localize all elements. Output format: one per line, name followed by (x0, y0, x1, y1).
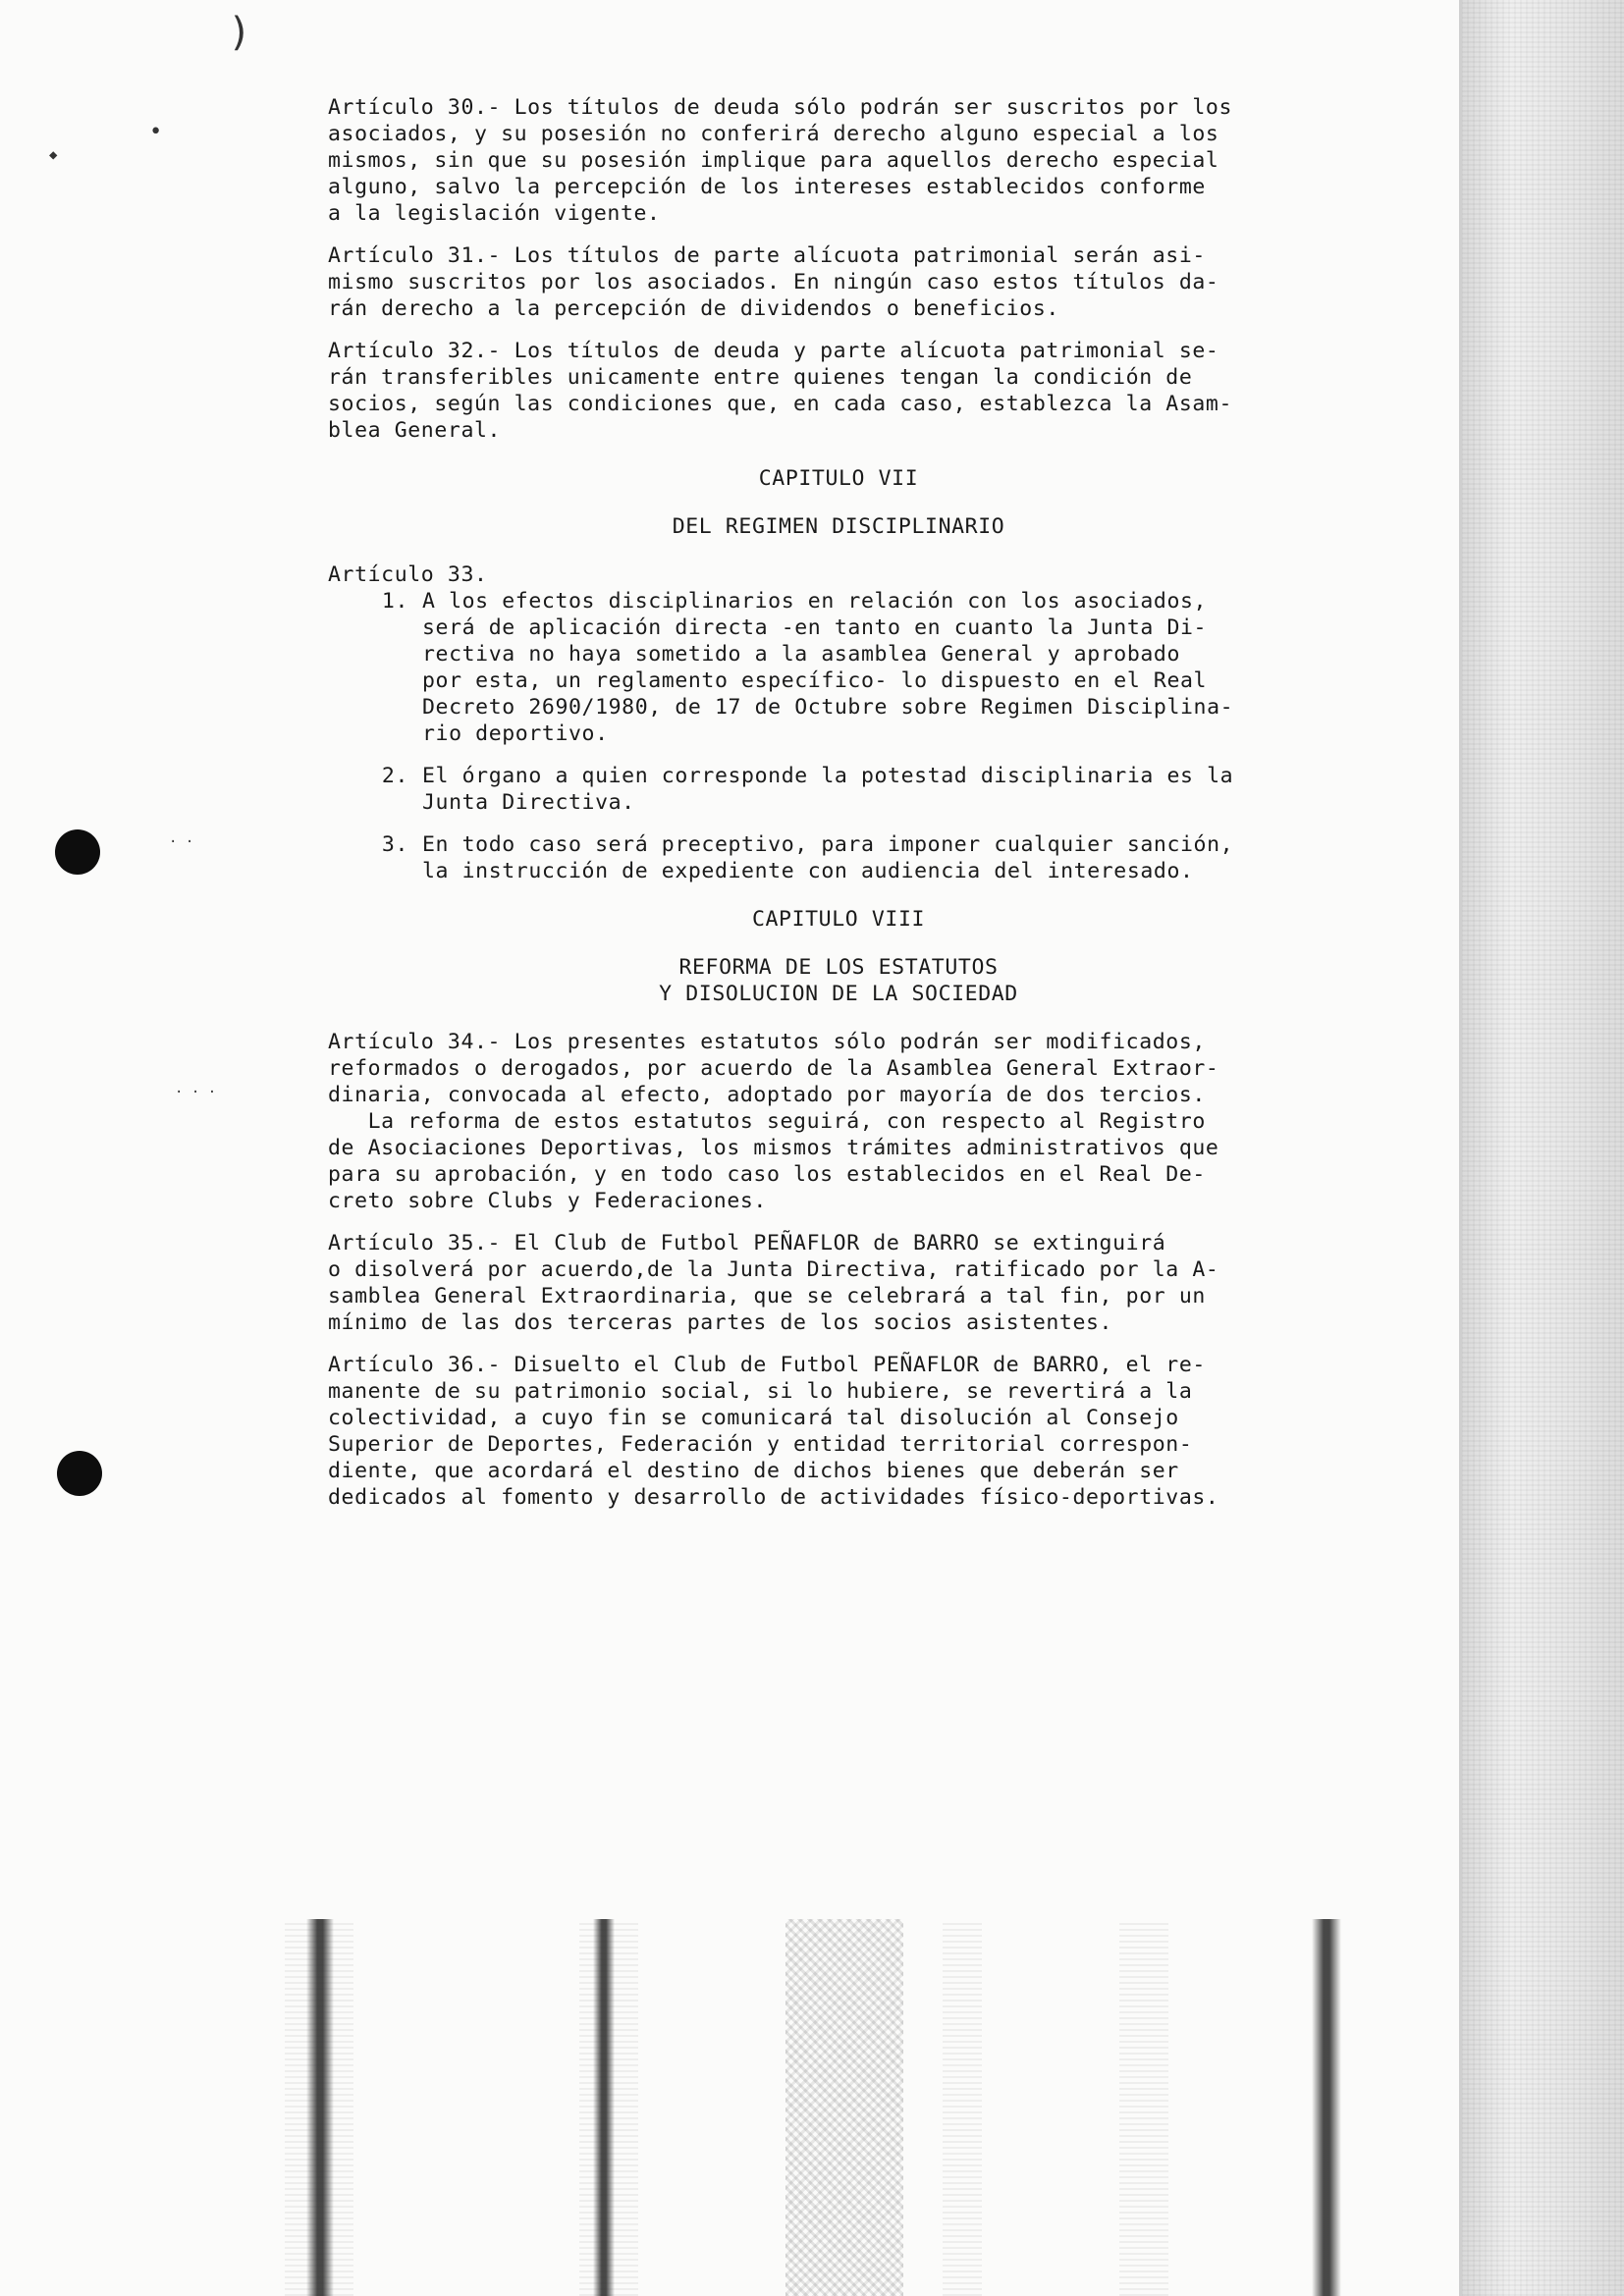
hole-punch-upper (55, 829, 100, 875)
margin-tick-mark: • (149, 120, 163, 144)
scan-dither-band (785, 1919, 903, 2296)
chapter-8-subtitle: REFORMA DE LOS ESTATUTOS Y DISOLUCION DE LA SOCIEDAD (659, 955, 1018, 1006)
list-item-text: El órgano a quien corresponde la potestad disciplinaria es la Junta Directiva. (422, 764, 1234, 815)
article-34: Artículo 34.- Los presentes estatutos sólo podrán ser modificados, reformados o derogados, por acuerdo de la Asamblea General Extraor- dinaria, convocada al efecto, adoptado por mayoría de dos tercios. La reforma de estos estatutos seguirá, con respecto al Registro de Asociaciones Deportivas, los mismos trámites administrativos que para su aprobación, y en todo caso los establecidos en el Real De- creto sobre Clubs y Federaciones. (328, 1030, 1219, 1213)
chapter-7-subtitle: DEL REGIMEN DISCIPLINARIO (672, 514, 1005, 539)
margin-dots-mark: · · · (175, 1085, 217, 1100)
article-33-item (328, 831, 1408, 884)
article-36: Artículo 36.- Disuelto el Club de Futbol PEÑAFLOR de BARRO, el re- manente de su patrimonio social, si lo hubiere, se revertirá a la colectividad, a cuyo fin se comunicará tal disolución al Consejo Superior de Deportes, Federación y entidad territorial correspon- diente, que acordará el destino de dichos bienes que deberán ser dedicados al fomento y desarrollo de actividades físico-deportivas. (328, 1353, 1219, 1510)
margin-tick-mark: ◆ (49, 147, 58, 163)
corner-mark: ) (228, 10, 252, 55)
document-body (328, 94, 1408, 1511)
article-33-item (328, 588, 1408, 747)
list-item-text: A los efectos disciplinarios en relación con los asociados, será de aplicación directa -en tanto en cuanto la Junta Di- rectiva no haya sometido a la asamblea General y aprobado por esta, un reglamento específico- lo dispuesto en el Real Decreto 2690/1980, de 17 de Octubre sobre Regimen Disciplina- rio deportivo. (422, 589, 1234, 746)
photocopy-bottom-artifacts (0, 1919, 1624, 2296)
article-35: Artículo 35.- El Club de Futbol PEÑAFLOR de BARRO se extinguirá o disolverá por acuerdo,de la Junta Directiva, ratificado por la A- samblea General Extraordinaria, que se celebrará a tal fin, por un mínimo de las dos terceras partes de los socios asistentes. (328, 1231, 1219, 1335)
scan-dark-band (306, 1919, 334, 2296)
article-30: Artículo 30.- Los títulos de deuda sólo podrán ser suscritos por los asociados, y su posesión no conferirá derecho alguno especial a los mismos, sin que su posesión implique para aquellos derecho especial alguno, salvo la percepción de los intereses establecidos conforme a la legislación vigente. (328, 95, 1232, 226)
scan-noise-band (943, 1919, 982, 2296)
margin-dots-mark: · · (169, 834, 194, 850)
scan-dark-band (593, 1919, 615, 2296)
article-32: Artículo 32.- Los títulos de deuda y parte alícuota patrimonial se- rán transferibles unicamente entre quienes tengan la condición de socios, según las condiciones que, en cada caso, establezca la Asam- blea General. (328, 339, 1232, 443)
article-31: Artículo 31.- Los títulos de parte alícuota patrimonial serán asi- mismo suscritos por los asociados. En ningún caso estos títulos da- rán derecho a la percepción de dividendos o beneficios. (328, 243, 1219, 321)
list-item-number: 2. (381, 764, 408, 788)
list-item-number: 1. (381, 589, 408, 614)
article-33-heading: Artículo 33. (328, 562, 488, 587)
chapter-8-title: CAPITULO VIII (751, 907, 926, 932)
article-33-item (328, 763, 1408, 816)
list-item-number: 3. (381, 832, 408, 857)
scan-noise-band (1119, 1919, 1168, 2296)
chapter-7-title: CAPITULO VII (758, 466, 919, 491)
hole-punch-lower (57, 1451, 102, 1496)
list-item-text: En todo caso será preceptivo, para imponer cualquier sanción, la instrucción de expediente con audiencia del interesado. (422, 832, 1234, 883)
scan-dark-band (1312, 1919, 1341, 2296)
